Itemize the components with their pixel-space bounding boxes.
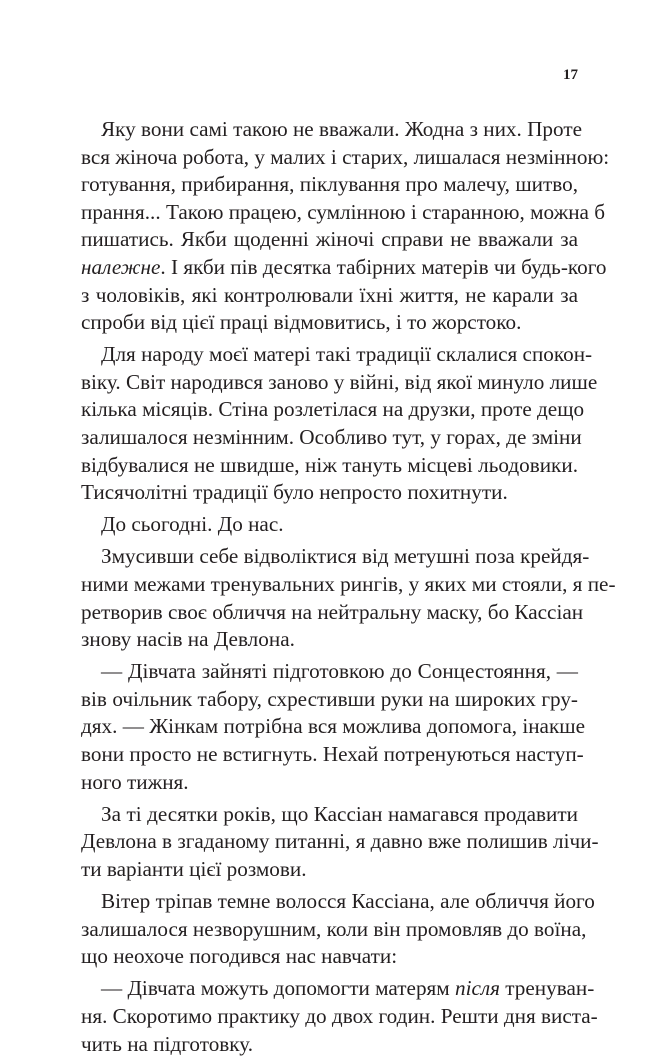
text-line: Тисячолітні традиції було непросто похитнути. bbox=[81, 479, 578, 507]
text-line: залишалося незворушним, коли він промовляв до воїна, bbox=[81, 916, 578, 944]
text-line: ня. Скоротимо практику до двох годин. Решти дня виста- bbox=[81, 1003, 578, 1031]
text-line: Для народу моєї матері такі традиції склалися спокон- bbox=[81, 341, 578, 369]
text-line: — Дівчата зайняті підготовкою до Сонцестояння, — bbox=[81, 658, 578, 686]
text-line: віку. Світ народився заново у війні, від якої минуло лише bbox=[81, 369, 578, 397]
text-line: ретворив своє обличчя на нейтральну маску, бо Кассіан bbox=[81, 599, 578, 627]
text-segment: тренуван- bbox=[500, 976, 594, 1000]
text-line: Вітер тріпав темне волосся Кассіана, але обличчя його bbox=[81, 888, 578, 916]
text-line bbox=[81, 975, 578, 1003]
text-line: ного тижня. bbox=[81, 769, 578, 797]
text-line: ними межами тренувальних рингів, у яких ми стояли, я пе- bbox=[81, 571, 578, 599]
text-line: залишалося незмінним. Особливо тут, у горах, де зміни bbox=[81, 424, 578, 452]
text-line: що неохоче погодився нас навчати: bbox=[81, 943, 578, 971]
text-line: знову насів на Девлона. bbox=[81, 626, 578, 654]
text-line: вони просто не встигнуть. Нехай потренуються наступ- bbox=[81, 741, 578, 769]
text-line: чить на підготовку. bbox=[81, 1031, 578, 1058]
text-segment: . І якби пів десятка табірних матерів чи будь-кого bbox=[160, 255, 606, 279]
text-line bbox=[81, 254, 578, 282]
text-line: ти варіанти цієї розмови. bbox=[81, 856, 578, 884]
text-line: кілька місяців. Стіна розлетілася на друзки, проте дещо bbox=[81, 396, 578, 424]
text-line: За ті десятки років, що Кассіан намагався продавити bbox=[81, 801, 578, 829]
text-line: пишатись. Якби щоденні жіночі справи не вважали за bbox=[81, 226, 578, 254]
text-line: готування, прибирання, піклування про малечу, шитво, bbox=[81, 171, 578, 199]
text-segment: — Дівчата можуть допомогти матерям bbox=[101, 976, 455, 1000]
text-line: вся жіноча робота, у малих і старих, лишалася незмінною: bbox=[81, 144, 578, 172]
text-line: спроби від цієї праці відмовитись, і то жорстоко. bbox=[81, 309, 578, 337]
text-line: Змусивши себе відволіктися від метушні поза крейдя- bbox=[81, 543, 578, 571]
body-text bbox=[81, 116, 578, 1058]
italic-text: після bbox=[455, 976, 500, 1000]
text-line: з чоловіків, які контролювали їхні життя, не карали за bbox=[81, 282, 578, 310]
text-line: Яку вони самі такою не вважали. Жодна з них. Проте bbox=[81, 116, 578, 144]
italic-text: належне bbox=[81, 255, 160, 279]
text-line: дях. — Жінкам потрібна вся можлива допомога, інакше bbox=[81, 713, 578, 741]
text-line: До сьогодні. До нас. bbox=[81, 511, 578, 539]
text-line: прання... Такою працею, сумлінною і старанною, можна б bbox=[81, 199, 578, 227]
text-line: відбувалися не швидше, ніж тануть місцеві льодовики. bbox=[81, 452, 578, 480]
text-line: вів очільник табору, схрестивши руки на широких гру- bbox=[81, 686, 578, 714]
page-number: 17 bbox=[563, 67, 578, 84]
text-line: Девлона в згаданому питанні, я давно вже полишив лічи- bbox=[81, 828, 578, 856]
